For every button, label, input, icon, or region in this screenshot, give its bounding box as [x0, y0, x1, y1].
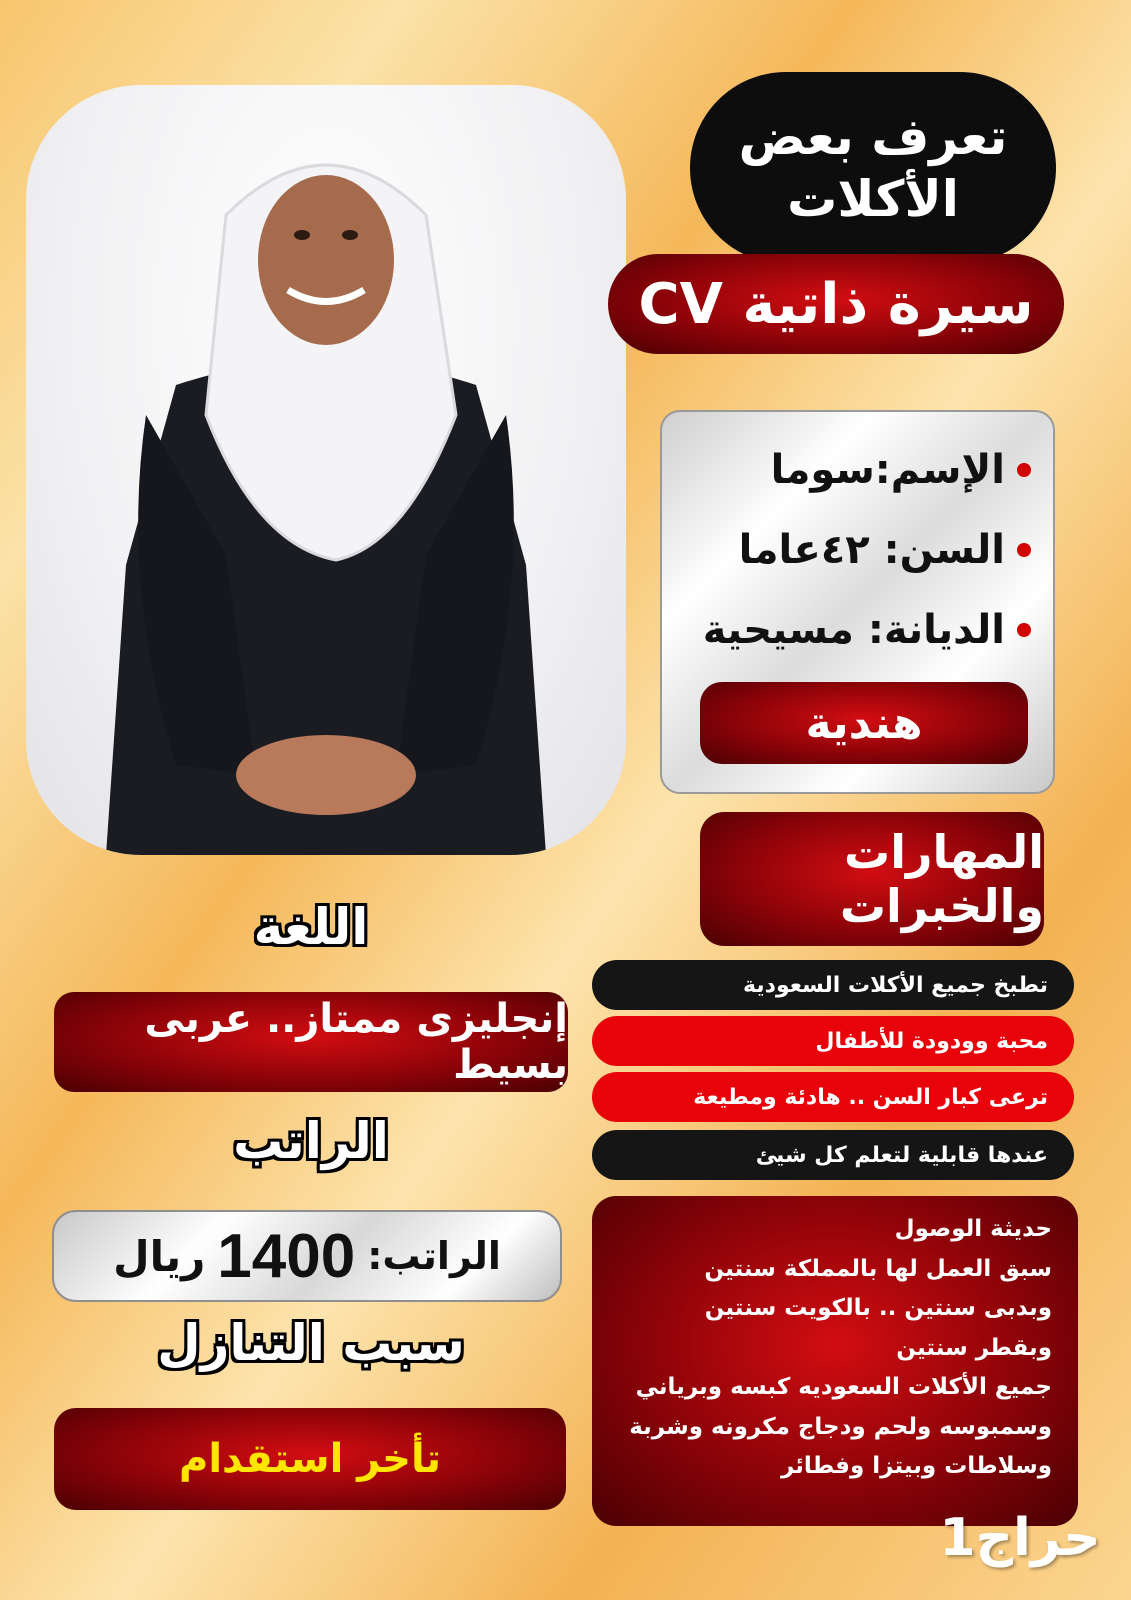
experience-line: وبقطر سنتين: [896, 1334, 1052, 1361]
salary-label: الراتب:: [367, 1234, 501, 1278]
reason-value: تأخر استقدام: [179, 1436, 441, 1482]
experience-line: وبدبى سنتين .. بالكويت سنتين: [704, 1295, 1052, 1321]
info-row-name: [684, 430, 1031, 510]
skill-pill: [592, 1130, 1074, 1180]
nationality-badge: [700, 682, 1028, 764]
person-illustration: [26, 85, 626, 855]
religion-value: الديانة: مسيحية: [702, 607, 1005, 653]
name-value: الإسم:سوما: [770, 447, 1005, 493]
language-heading: [54, 898, 568, 978]
skill-pill: [592, 960, 1074, 1010]
language-box: [54, 992, 568, 1092]
reason-heading: [54, 1314, 568, 1394]
info-row-religion: [684, 590, 1031, 670]
language-title: اللغة: [253, 898, 369, 956]
bullet-icon: [1017, 543, 1031, 557]
skills-title-badge: [700, 812, 1044, 946]
experience-line: سبق العمل لها بالمملكة سنتين: [704, 1255, 1052, 1282]
experience-line: جميع الأكلات السعوديه كبسه وبرياني: [635, 1374, 1052, 1400]
header-line-2: الأكلات: [787, 170, 959, 228]
cv-title-badge: [608, 254, 1064, 354]
info-row-age: [684, 510, 1031, 590]
watermark-text: حراج1: [939, 1508, 1101, 1568]
skill-pill: [592, 1016, 1074, 1066]
salary-currency: ريال: [113, 1231, 206, 1281]
salary-title: الراتب: [233, 1112, 389, 1170]
experience-line: وسمبوسه ولحم ودجاج مكرونه وشربة: [629, 1413, 1052, 1440]
skill-text: ترعى كبار السن .. هادئة ومطيعة: [693, 1084, 1048, 1110]
experience-box: [592, 1196, 1078, 1526]
language-value: إنجليزى ممتاز.. عربى بسيط: [144, 996, 568, 1088]
reason-title: سبب التنازل: [157, 1314, 465, 1372]
salary-box: [52, 1210, 562, 1302]
experience-line: وسلاطات وبيتزا وفطائر: [780, 1453, 1052, 1479]
header-line-1: تعرف بعض: [738, 108, 1008, 166]
skill-text: تطبخ جميع الأكلات السعودية: [743, 972, 1048, 998]
skill-pill: [592, 1072, 1074, 1122]
bullet-icon: [1017, 623, 1031, 637]
age-value: السن: ٤٢عاما: [738, 527, 1005, 573]
worker-photo: [26, 85, 626, 855]
watermark: [930, 1508, 1110, 1588]
header-banner: [690, 72, 1056, 264]
reason-box: [54, 1408, 566, 1510]
salary-amount: 1400: [217, 1221, 356, 1291]
skill-text: محبة وودودة للأطفال: [815, 1028, 1048, 1054]
skill-text: عندها قابلية لتعلم كل شيئ: [755, 1142, 1048, 1168]
cv-title: سيرة ذاتية CV: [638, 271, 1034, 337]
skills-title: المهارات والخبرات: [839, 825, 1044, 933]
nationality-value: هندية: [805, 697, 923, 749]
bullet-icon: [1017, 463, 1031, 477]
experience-line: حديثة الوصول: [894, 1216, 1052, 1242]
salary-heading: [54, 1112, 568, 1192]
